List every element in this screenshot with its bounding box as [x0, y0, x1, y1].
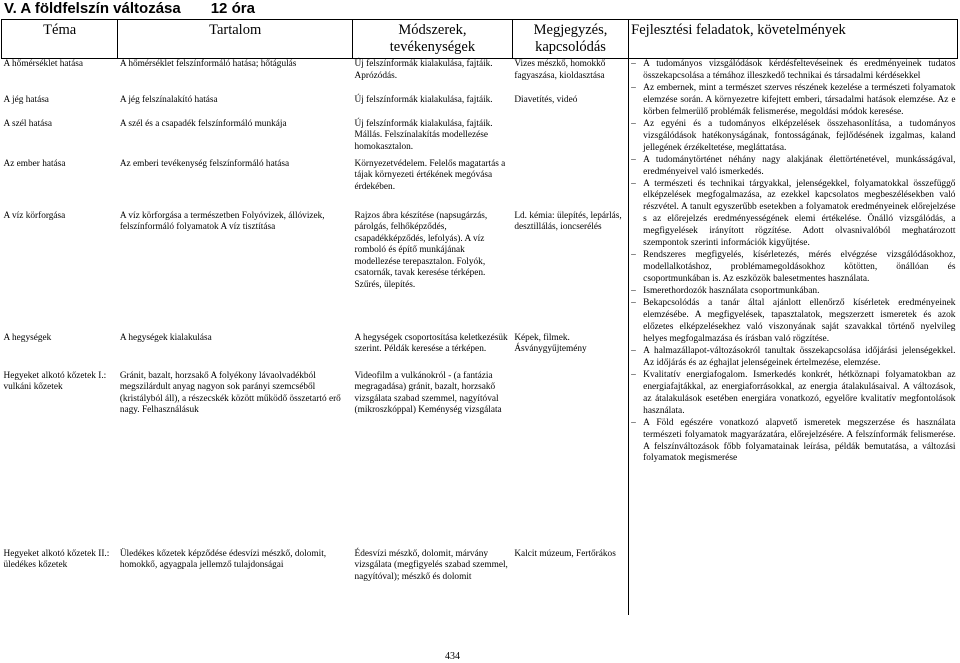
cell-megjegyzes: [512, 371, 628, 549]
requirement-item: – Kvalitatív energiafogalom. Ismerkedés konkrét, hétköznapi folyamatokban az energiafajtákkal, az energiaforrásokkal, az energia átalakulásaival. A változások, az átalakulások esetében energiára vonatkozó, egyelőre kvalitatív megfontolások használata.: [631, 370, 955, 418]
header-tema: Téma: [2, 20, 118, 59]
requirement-item: – Bekapcsolódás a tanár által ajánlott ellenőrző kísérletek eredményeinek elemzésébe. A megfigyelések, tapasztalatok, megszerzett ismeretek és azok előzetes elképzelésekhez való viszonyának saját szavakkal történő nyelvileg helyes megfogalmazása és írásban való rögzítése.: [631, 298, 955, 346]
table-header-row: [2, 20, 958, 59]
cell-megjegyzes: Diavetítés, videó: [514, 94, 578, 105]
cell-modszer: Új felszínformák kialakulása, fajtáik. Mállás. Felszínalakítás modellezése homokasztalon.: [354, 118, 493, 152]
requirement-item: – Az embernek, mint a természet szerves részének kezelése a természeti folyamatok elemzése során. A környezetre kifejtett emberi, társadalmi hatások elemzése. Az e körben felmerülő problémák felismerése, megoldási módok keresése.: [631, 83, 955, 119]
cell-tartalom: A szél és a csapadék felszínformáló munkája: [119, 118, 287, 129]
cell-modszer: Új felszínformák kialakulása, fajtáik. Aprózódás.: [354, 59, 493, 81]
cell-tartalom: A hegységek kialakulása: [119, 332, 212, 343]
cell-tema: Hegyeket alkotó kőzetek I.: vulkáni kőzetek: [3, 370, 107, 393]
cell-tartalom: Az emberi tevékenység felszínformáló hatása: [119, 158, 290, 169]
cell-tema: Az ember hatása: [3, 158, 66, 169]
cell-tartalom: Gránit, bazalt, horzsakő A folyékony lávaolvadékból megszilárdult anyag nagyon sok parányi szemcséből (kristályból áll), a részecskék között működő összetartó erő nagy. Felhasználásuk: [119, 370, 341, 416]
header-fejlesztesi: Fejlesztési feladatok, követelmények: [629, 20, 958, 59]
cell-megjegyzes: Kalcit múzeum, Fertőrákos: [514, 548, 616, 559]
cell-megjegyzes: Ld. kémia: ülepítés, lepárlás, desztillálás, ioncserélés: [514, 210, 622, 233]
requirement-item: – A tudománytörténet néhány nagy alakjának élettörténetével, munkásságával, eredményeivel való ismerkedés.: [631, 155, 955, 179]
cell-tema: Hegyeket alkotó kőzetek II.: üledékes kőzetek: [3, 548, 110, 571]
cell-tartalom: A hőmérséklet felszínformáló hatása; hőtágulás: [119, 59, 297, 69]
cell-megjegyzes: [512, 119, 628, 159]
requirement-item: – A Föld egészére vonatkozó alapvető ismeretek megszerzése és használata természeti folyamatok magyarázatára, előrejelzésére. A felszínformák felismerése. A felszínváltozások főbb folyamatainak leírása, példák bemutatása, a változási folyamatok megismerése: [631, 418, 955, 466]
cell-tartalom: Üledékes kőzetek képződése édesvízi mészkő, dolomit, homokkő, agyagpala jellemző tulajdonságai: [119, 548, 327, 571]
cell-modszer: Rajzos ábra készítése (napsugárzás, párolgás, felhőképződés, csapadékképződés, lefolyás). A víz romboló és építő munkájának modellezése terepasztalon. Folyók, csatornák, tavak keresése térképen. Szűrés, ülepítés.: [354, 210, 488, 291]
requirement-item: – Az egyéni és a tudományos elképzelések összehasonlítása, a tudományos vizsgálódások hatékonyságának, fontosságának, fejlődésének izgalmas, kaland jellegének érzékeltetése, megláttatása.: [631, 119, 955, 155]
cell-tartalom: A víz körforgása a természetben Folyóvizek, állóvizek, felszínformáló folyamatok A víz tisztítása: [119, 210, 325, 233]
header-megjegyzes: Megjegyzés, kapcsolódás: [512, 20, 628, 59]
cell-tema: A hőmérséklet hatása: [3, 59, 84, 69]
requirement-item: – A természeti és technikai tárgyakkal, jelenségekkel, folyamatokkal összefüggő elképzelések megfogalmazása, az ezekkel kapcsolatos megbeszélésekben való részvétel. A tanult egyszerűbb esetekben a folyamatok eredményeinek előrejelzése s az előrejelzés eredményességének elemi értékelése. Önálló vizsgálódás, a megfigyelések irányított rögzítése. Adott olvasnivalóból meghatározott szempontok szerinti információk kigyűjtése.: [631, 179, 955, 251]
page-number: 434: [445, 651, 460, 662]
requirement-item: – A tudományos vizsgálódások kérdésfeltevéseinek és eredményeinek tudatos összekapcsolása a témához illeszkedő technikai és társadalmi kérdésekkel: [631, 59, 955, 83]
header-tartalom: Tartalom: [118, 20, 353, 59]
table-row: [2, 59, 958, 95]
section-title: V. A földfelszín változása: [4, 0, 181, 17]
cell-tema: A szél hatása: [3, 118, 53, 129]
cell-modszer: Környezetvédelem. Felelős magatartás a tájak környezeti értékének megóvása érdekében.: [354, 158, 506, 192]
cell-modszer: Új felszínformák kialakulása, fajtáik.: [354, 94, 493, 105]
cell-tartalom: A jég felszínalakító hatása: [119, 94, 218, 105]
cell-tema: A hegységek: [3, 332, 52, 343]
requirement-item: – Ismerethordozók használata csoportmunkában.: [631, 286, 955, 298]
requirements-cell: [629, 59, 958, 615]
cell-tema: A víz körforgása: [3, 210, 66, 221]
cell-modszer: A hegységek csoportosítása keletkezésük szerint. Példák keresése a térképen.: [354, 332, 508, 355]
curriculum-table: [1, 19, 958, 615]
section-heading: [4, 0, 255, 18]
cell-megjegyzes: Vizes mészkő, homokkő fagyaszása, kioldasztása: [514, 59, 606, 81]
cell-tema: A jég hatása: [3, 94, 49, 105]
header-modszerek: Módszerek, tevékenységek: [353, 20, 513, 59]
cell-megjegyzes: Képek, filmek. Ásványgyűjtemény: [514, 332, 587, 355]
requirement-item: – A halmazállapot-változásokról tanultak összekapcsolása időjárási jelenségekkel. Az időjárás és az éghajlat jelenségeinek értelmezése, elemzése.: [631, 346, 955, 370]
requirement-item: – Rendszeres megfigyelés, kísérletezés, mérés elvégzése vizsgálódásokhoz, modellalkotáshoz, problémamegoldásokhoz kötötten, önállóan és csoportmunkában is. Az eszközök balesetmentes használata.: [631, 250, 955, 286]
section-hours: 12 óra: [210, 0, 255, 17]
cell-modszer: Videofilm a vulkánokról - (a fantázia megragadása) gránit, bazalt, horzsakő vizsgálata szabad szemmel, nagyítóval (mikroszkóppal) Keménység vizsgálata: [354, 370, 502, 416]
requirements-list: [631, 59, 955, 465]
cell-modszer: Édesvízi mészkő, dolomit, márvány vizsgálata (megfigyelés szabad szemmel, nagyítóval); mészkő és dolomit: [354, 548, 508, 582]
cell-megjegyzes: [512, 159, 628, 211]
